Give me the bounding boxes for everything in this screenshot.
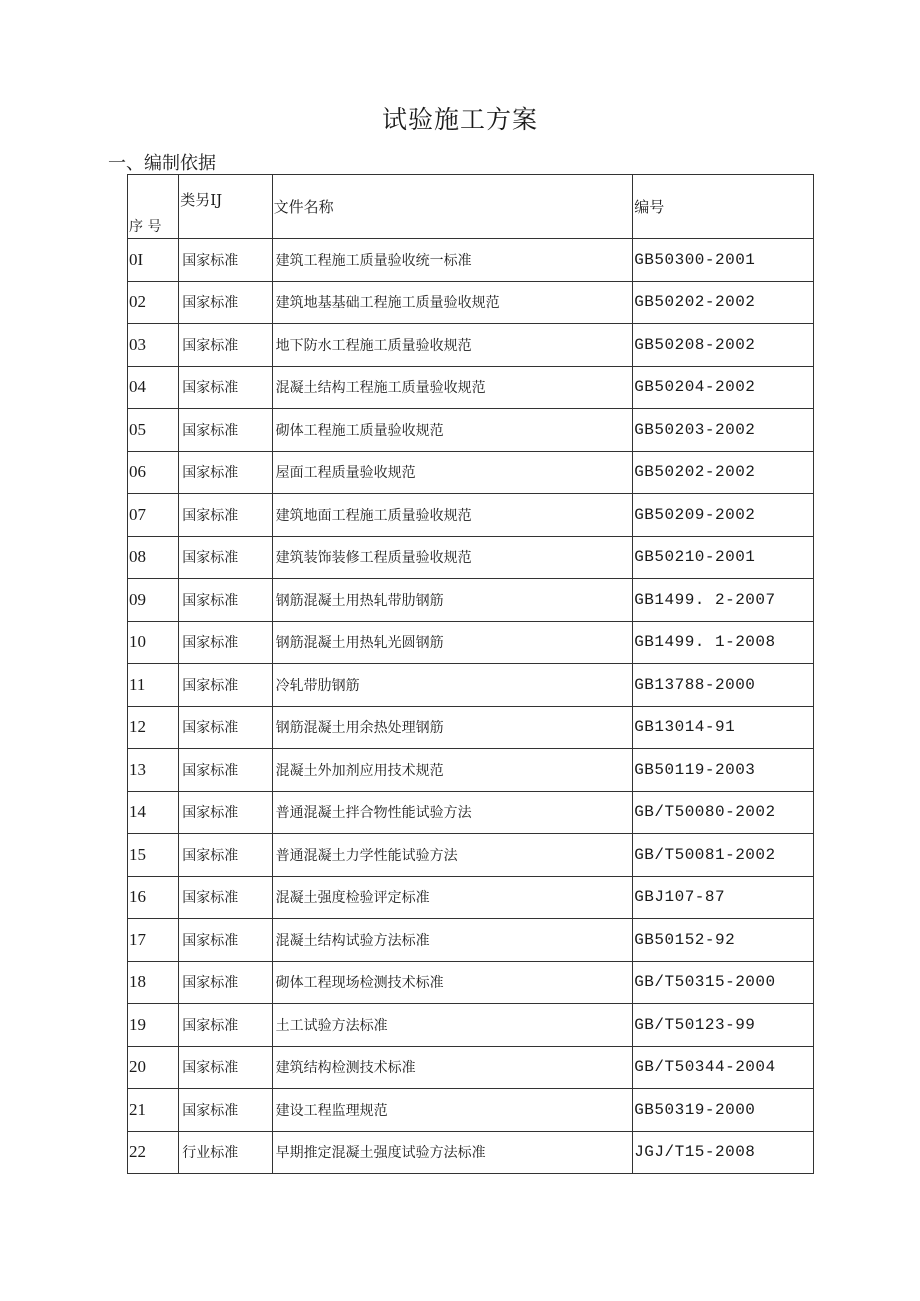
row-seq: 18 [128,961,179,1004]
row-type: 国家标准 [179,791,272,834]
header-name: 文件名称 [272,175,633,239]
row-name: 建设工程监理规范 [272,1089,633,1132]
row-name: 建筑结构检测技术标准 [272,1046,633,1089]
row-code: GB50204-2002 [633,366,814,409]
table-row [128,706,814,749]
table-row [128,1004,814,1047]
table-row [128,961,814,1004]
row-code: GBJ107-87 [633,876,814,919]
row-code: GB/T50344-2004 [633,1046,814,1089]
row-type: 国家标准 [179,1046,272,1089]
row-code: GB1499. 1-2008 [633,621,814,664]
table-body [128,239,814,1174]
table-row [128,749,814,792]
header-type: 类另IJ [179,175,272,239]
row-seq: 17 [128,919,179,962]
row-type: 行业标准 [179,1131,272,1174]
row-name: 钢筋混凝土用热轧带肋钢筋 [272,579,633,622]
row-name: 普通混凝土力学性能试验方法 [272,834,633,877]
table-row [128,494,814,537]
table-row [128,1089,814,1132]
row-name: 土工试验方法标准 [272,1004,633,1047]
row-code: GB13014-91 [633,706,814,749]
row-name: 钢筋混凝土用余热处理钢筋 [272,706,633,749]
row-type: 国家标准 [179,961,272,1004]
row-seq: 05 [128,409,179,452]
row-seq: 08 [128,536,179,579]
row-name: 砌体工程现场检测技术标准 [272,961,633,1004]
section-heading: 一、编制依据 [108,153,216,174]
row-name: 砌体工程施工质量验收规范 [272,409,633,452]
table-row [128,791,814,834]
header-seq: 序 号 [128,175,179,239]
row-code: GB50119-2003 [633,749,814,792]
row-type: 国家标准 [179,366,272,409]
row-name: 建筑地面工程施工质量验收规范 [272,494,633,537]
table-row [128,409,814,452]
row-name: 混凝土结构工程施工质量验收规范 [272,366,633,409]
table-row [128,919,814,962]
row-code: GB50209-2002 [633,494,814,537]
table-row [128,621,814,664]
row-code: GB50208-2002 [633,324,814,367]
table-row [128,324,814,367]
table-row [128,281,814,324]
row-seq: 14 [128,791,179,834]
table-row [128,876,814,919]
row-type: 国家标准 [179,749,272,792]
row-name: 地下防水工程施工质量验收规范 [272,324,633,367]
row-type: 国家标准 [179,1089,272,1132]
row-type: 国家标准 [179,494,272,537]
row-type: 国家标准 [179,621,272,664]
row-code: GB50210-2001 [633,536,814,579]
row-type: 国家标准 [179,239,272,282]
table-row [128,1131,814,1174]
table-header-row [128,175,814,239]
row-type: 国家标准 [179,664,272,707]
row-type: 国家标准 [179,409,272,452]
row-type: 国家标准 [179,451,272,494]
row-seq: 15 [128,834,179,877]
row-name: 混凝土结构试验方法标准 [272,919,633,962]
row-name: 普通混凝土拌合物性能试验方法 [272,791,633,834]
row-name: 混凝土强度检验评定标准 [272,876,633,919]
row-type: 国家标准 [179,706,272,749]
standards-table [127,174,814,1174]
row-code: GB50319-2000 [633,1089,814,1132]
row-type: 国家标准 [179,834,272,877]
row-type: 国家标准 [179,536,272,579]
row-seq: 12 [128,706,179,749]
row-seq: 09 [128,579,179,622]
table-row [128,579,814,622]
row-seq: 07 [128,494,179,537]
row-code: GB13788-2000 [633,664,814,707]
row-type: 国家标准 [179,281,272,324]
row-name: 建筑工程施工质量验收统一标准 [272,239,633,282]
row-code: GB/T50080-2002 [633,791,814,834]
row-seq: 04 [128,366,179,409]
row-code: GB/T50081-2002 [633,834,814,877]
row-name: 冷轧带肋钢筋 [272,664,633,707]
row-seq: 11 [128,664,179,707]
row-code: GB1499. 2-2007 [633,579,814,622]
table-row [128,366,814,409]
table-row [128,536,814,579]
row-code: GB/T50123-99 [633,1004,814,1047]
row-seq: 16 [128,876,179,919]
row-name: 早期推定混凝土强度试验方法标准 [272,1131,633,1174]
row-seq: 06 [128,451,179,494]
row-code: GB50202-2002 [633,281,814,324]
row-type: 国家标准 [179,876,272,919]
row-code: JGJ/T15-2008 [633,1131,814,1174]
row-seq: 03 [128,324,179,367]
row-code: GB/T50315-2000 [633,961,814,1004]
row-seq: 10 [128,621,179,664]
row-name: 建筑地基基础工程施工质量验收规范 [272,281,633,324]
row-code: GB50300-2001 [633,239,814,282]
row-seq: 19 [128,1004,179,1047]
row-code: GB50152-92 [633,919,814,962]
row-code: GB50202-2002 [633,451,814,494]
row-type: 国家标准 [179,579,272,622]
row-seq: 21 [128,1089,179,1132]
header-code: 编号 [633,175,814,239]
row-seq: 0I [128,239,179,282]
document-title: 试验施工方案 [381,105,538,134]
table-row [128,1046,814,1089]
row-type: 国家标准 [179,324,272,367]
row-type: 国家标准 [179,919,272,962]
row-seq: 13 [128,749,179,792]
row-seq: 20 [128,1046,179,1089]
table-row [128,451,814,494]
row-name: 钢筋混凝土用热轧光圆钢筋 [272,621,633,664]
table-row [128,239,814,282]
row-name: 混凝土外加剂应用技术规范 [272,749,633,792]
row-name: 屋面工程质量验收规范 [272,451,633,494]
row-name: 建筑装饰装修工程质量验收规范 [272,536,633,579]
table-row [128,664,814,707]
row-seq: 22 [128,1131,179,1174]
row-seq: 02 [128,281,179,324]
row-type: 国家标准 [179,1004,272,1047]
table-row [128,834,814,877]
row-code: GB50203-2002 [633,409,814,452]
